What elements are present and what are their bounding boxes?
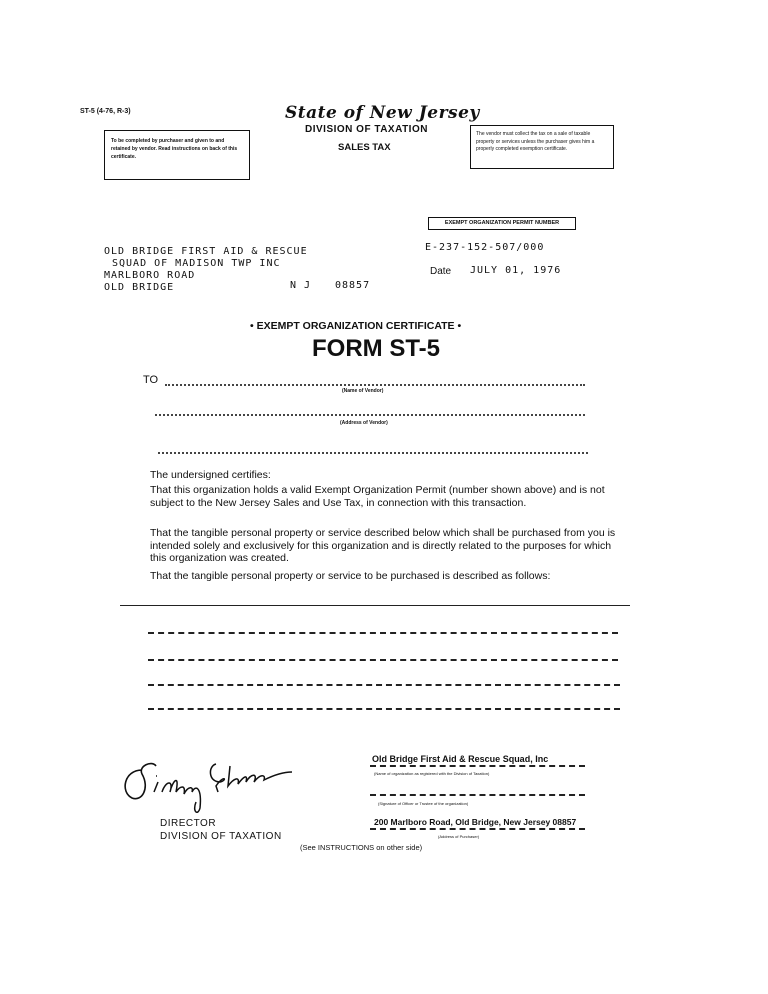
- description-line-4[interactable]: [148, 708, 620, 710]
- vendor-name-caption: (Name of Vendor): [342, 388, 384, 394]
- vendor-address-line[interactable]: [155, 406, 585, 416]
- division-title: DIVISION OF TAXATION: [305, 124, 428, 135]
- vendor-address-line-2[interactable]: [158, 444, 588, 454]
- org-line-1: OLD BRIDGE FIRST AID & RESCUE: [104, 246, 308, 257]
- vendor-notice-text: The vendor must collect the tax on a sale of taxable property or services unless the purchaser gives him a properly completed exemption certificate.: [476, 131, 595, 152]
- form-code: ST-5 (4-76, R-3): [80, 108, 131, 115]
- director-title: DIRECTOR: [160, 818, 217, 829]
- vendor-address-caption: (Address of Vendor): [340, 420, 388, 426]
- purchaser-signature-line[interactable]: [370, 794, 585, 796]
- description-line-2[interactable]: [148, 659, 618, 661]
- org-state: N J: [290, 280, 312, 291]
- purchaser-instructions-box: [104, 130, 250, 180]
- purchaser-org-line[interactable]: [370, 765, 585, 767]
- paragraph-purpose: That the tangible personal property or service described below which shall be purchased from you is intended solely and exclusively for this organization and is directly related to the purposes for which this organization was created.: [150, 527, 616, 564]
- purchaser-org-name: Old Bridge First Aid & Rescue Squad, Inc: [372, 754, 549, 764]
- paragraph-description: That the tangible personal property or service to be purchased is described as follows:: [150, 570, 551, 582]
- to-label: TO: [143, 374, 159, 386]
- vendor-notice-box: [470, 125, 614, 169]
- permit-number: E-237-152-507/000: [425, 242, 545, 253]
- state-title: State of New Jersey: [285, 103, 480, 123]
- permit-number-label: [428, 217, 576, 230]
- see-instructions: (See INSTRUCTIONS on other side): [300, 843, 423, 852]
- purchaser-instructions-text: To be completed by purchaser and given to and retained by vendor. Read instructions on back of this certificate.: [111, 138, 238, 160]
- certificate-subtitle: • EXEMPT ORGANIZATION CERTIFICATE •: [250, 320, 462, 332]
- division-of-taxation: DIVISION OF TAXATION: [160, 831, 282, 842]
- date-value: JULY 01, 1976: [470, 265, 562, 276]
- purchaser-org-caption: (Name of organization as registered with the Division of Taxation): [374, 771, 490, 776]
- description-line-3[interactable]: [148, 684, 620, 686]
- description-solid-line[interactable]: [120, 605, 630, 606]
- purchaser-address-caption: (Address of Purchaser): [438, 834, 480, 839]
- purchaser-address: 200 Marlboro Road, Old Bridge, New Jersey 08857: [374, 817, 577, 827]
- form-title: FORM ST-5: [312, 335, 441, 362]
- paragraph-permit: That this organization holds a valid Exempt Organization Permit (number shown above) and is not subject to the New Jersey Sales and Use Tax, in connection with this transaction.: [150, 484, 605, 509]
- sales-tax-title: SALES TAX: [338, 142, 391, 153]
- purchaser-address-line[interactable]: [370, 828, 585, 830]
- org-zip: 08857: [335, 280, 371, 291]
- description-line-1[interactable]: [148, 632, 618, 634]
- certifies-heading: The undersigned certifies:: [150, 469, 271, 481]
- permit-number-label-text: EXEMPT ORGANIZATION PERMIT NUMBER: [444, 220, 560, 226]
- org-city: OLD BRIDGE: [104, 282, 175, 293]
- org-line-2: SQUAD OF MADISON TWP INC: [112, 258, 281, 269]
- purchaser-signature-caption: (Signature of Officer or Trustee of the organization): [378, 801, 469, 806]
- date-label: Date: [430, 266, 452, 277]
- director-signature: [112, 752, 322, 822]
- org-line-3: MARLBORO ROAD: [104, 270, 196, 281]
- vendor-name-line[interactable]: [165, 376, 585, 386]
